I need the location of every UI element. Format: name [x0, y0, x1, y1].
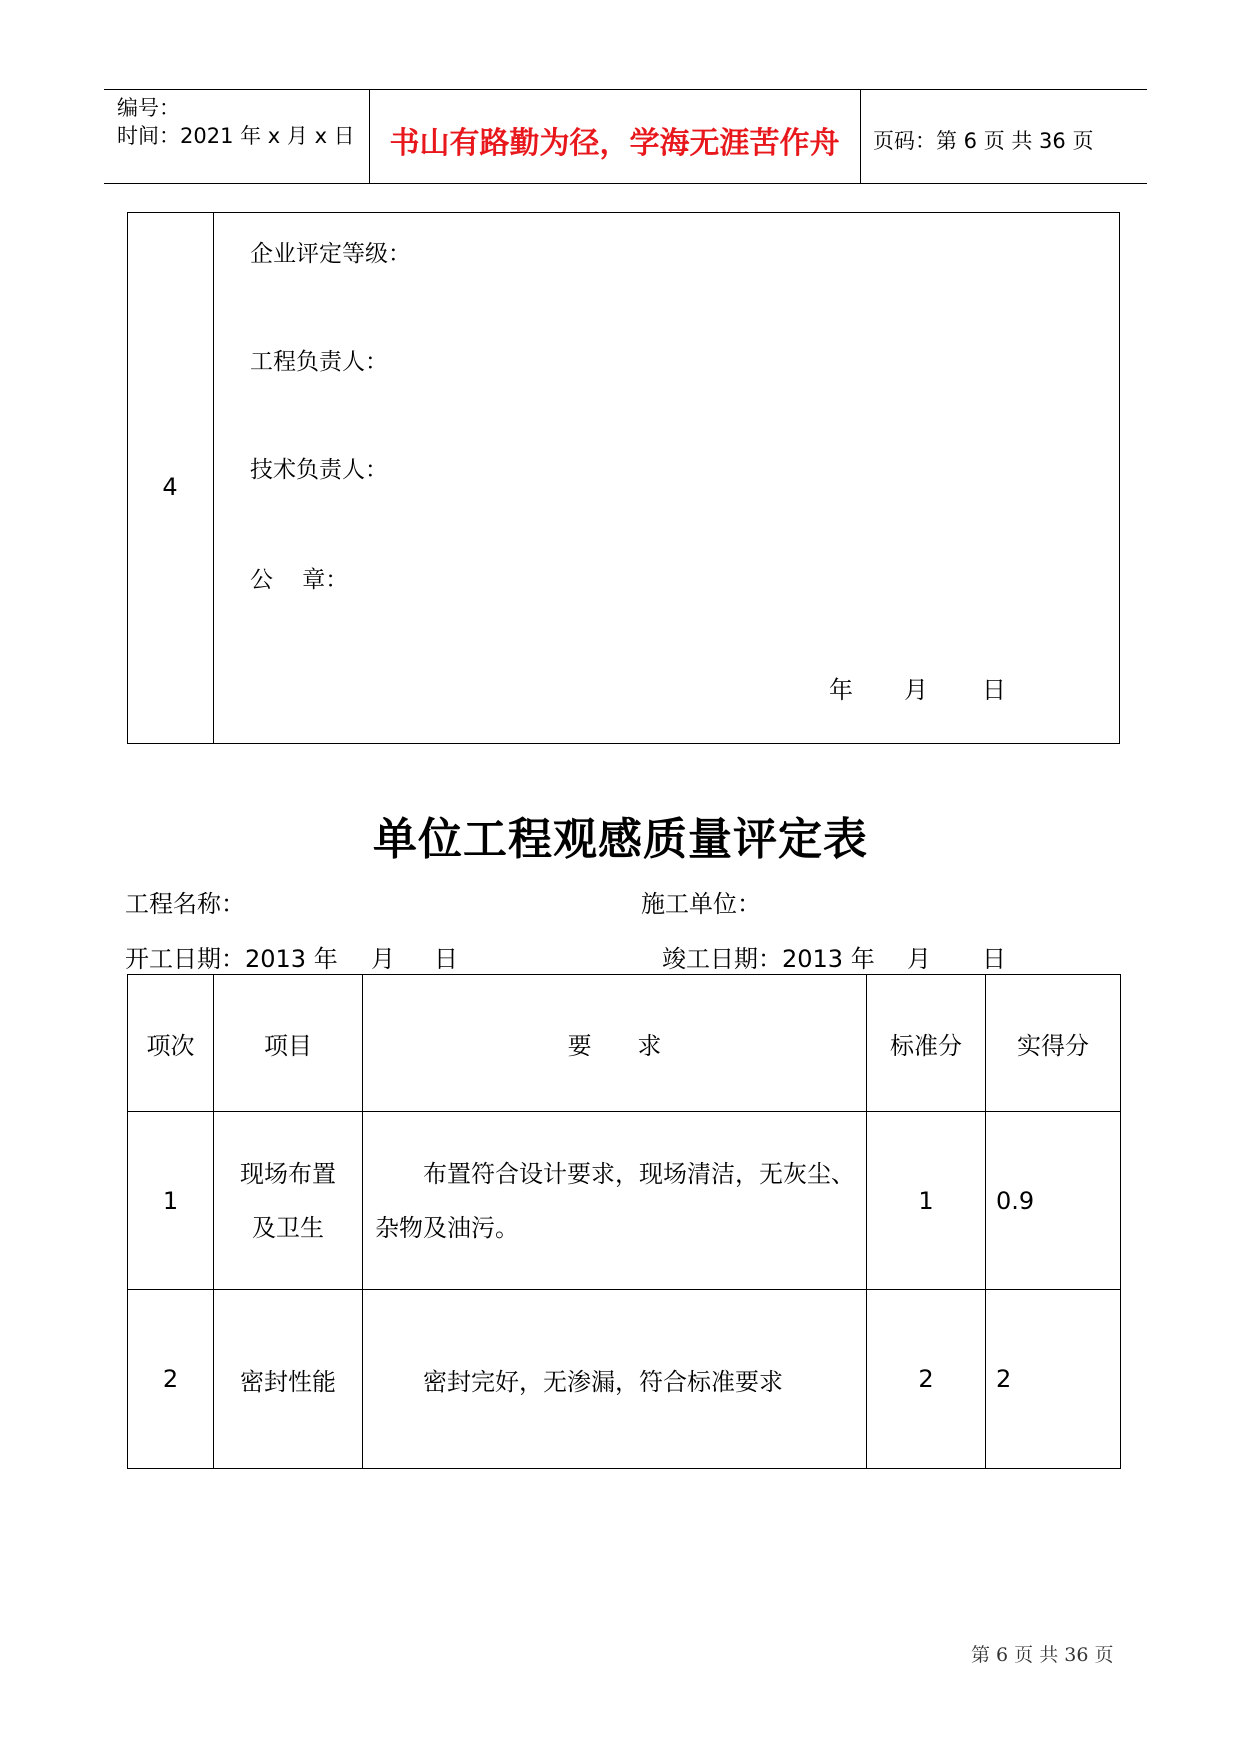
start-date-label: 开工日期：2013 年: [125, 945, 338, 973]
header-divider-right: [860, 89, 861, 183]
row-requirement: [363, 1112, 867, 1290]
row-requirement: 密封完好，无渗漏，符合标准要求: [363, 1290, 867, 1469]
row-actual-score: 2: [986, 1290, 1121, 1469]
table-row: [128, 1112, 1121, 1290]
quality-evaluation-table: [127, 974, 1121, 1469]
start-day-label: 日: [434, 945, 458, 973]
header-number-label: 编号：: [117, 96, 180, 120]
contractor-label: 施工单位：: [641, 890, 761, 918]
header-cell-item: 项目: [214, 975, 363, 1112]
header-page-label: 页码：第 6 页 共 36 页: [873, 129, 1094, 153]
header-cell-actual: 实得分: [986, 975, 1121, 1112]
project-name-label: 工程名称：: [125, 890, 245, 918]
seal-label: 公 章：: [250, 567, 349, 593]
header-time-label: 时间：2021 年 x 月 x 日: [117, 124, 355, 148]
header-cell-standard: 标准分: [867, 975, 986, 1112]
row-item: [214, 1112, 363, 1290]
row-requirement-line: 布置符合设计要求，现场清洁，无灰尘、: [423, 1159, 855, 1188]
row-standard-score: 2: [867, 1290, 986, 1469]
header-cell-requirement: 要 求: [363, 975, 867, 1112]
signature-box-divider: [213, 212, 214, 744]
header-bottom-rule: [104, 183, 1147, 184]
row-requirement-line: 杂物及油污。: [375, 1213, 519, 1242]
start-month-label: 月: [371, 945, 395, 973]
end-month-label: 月: [907, 945, 931, 973]
row-standard-score: 1: [867, 1112, 986, 1290]
header-motto: 书山有路勤为径，学海无涯苦作舟: [389, 126, 840, 161]
row-item-line: 及卫生: [252, 1213, 324, 1242]
sig-date-day: 日: [982, 676, 1006, 704]
form-title: 单位工程观感质量评定表: [373, 814, 868, 865]
end-day-label: 日: [982, 945, 1006, 973]
row-item: 密封性能: [214, 1290, 363, 1469]
header-cell-no: 项次: [128, 975, 214, 1112]
engineer-label: 工程负责人：: [250, 349, 388, 375]
table-header-row: [128, 975, 1121, 1112]
header-top-rule: [104, 89, 1147, 90]
row-item-line: 现场布置: [240, 1159, 336, 1188]
signature-item-number: 4: [162, 473, 178, 501]
sig-date-month: 月: [904, 676, 928, 704]
tech-lead-label: 技术负责人：: [250, 457, 388, 483]
row-number: 2: [128, 1290, 214, 1469]
page-footer: 第 6 页 共 36 页: [971, 1644, 1114, 1666]
sig-date-year: 年: [829, 676, 853, 704]
table-row: [128, 1290, 1121, 1469]
end-date-label: 竣工日期：2013 年: [662, 945, 875, 973]
grade-label: 企业评定等级：: [250, 241, 411, 267]
row-actual-score: 0.9: [986, 1112, 1121, 1290]
row-number: 1: [128, 1112, 214, 1290]
